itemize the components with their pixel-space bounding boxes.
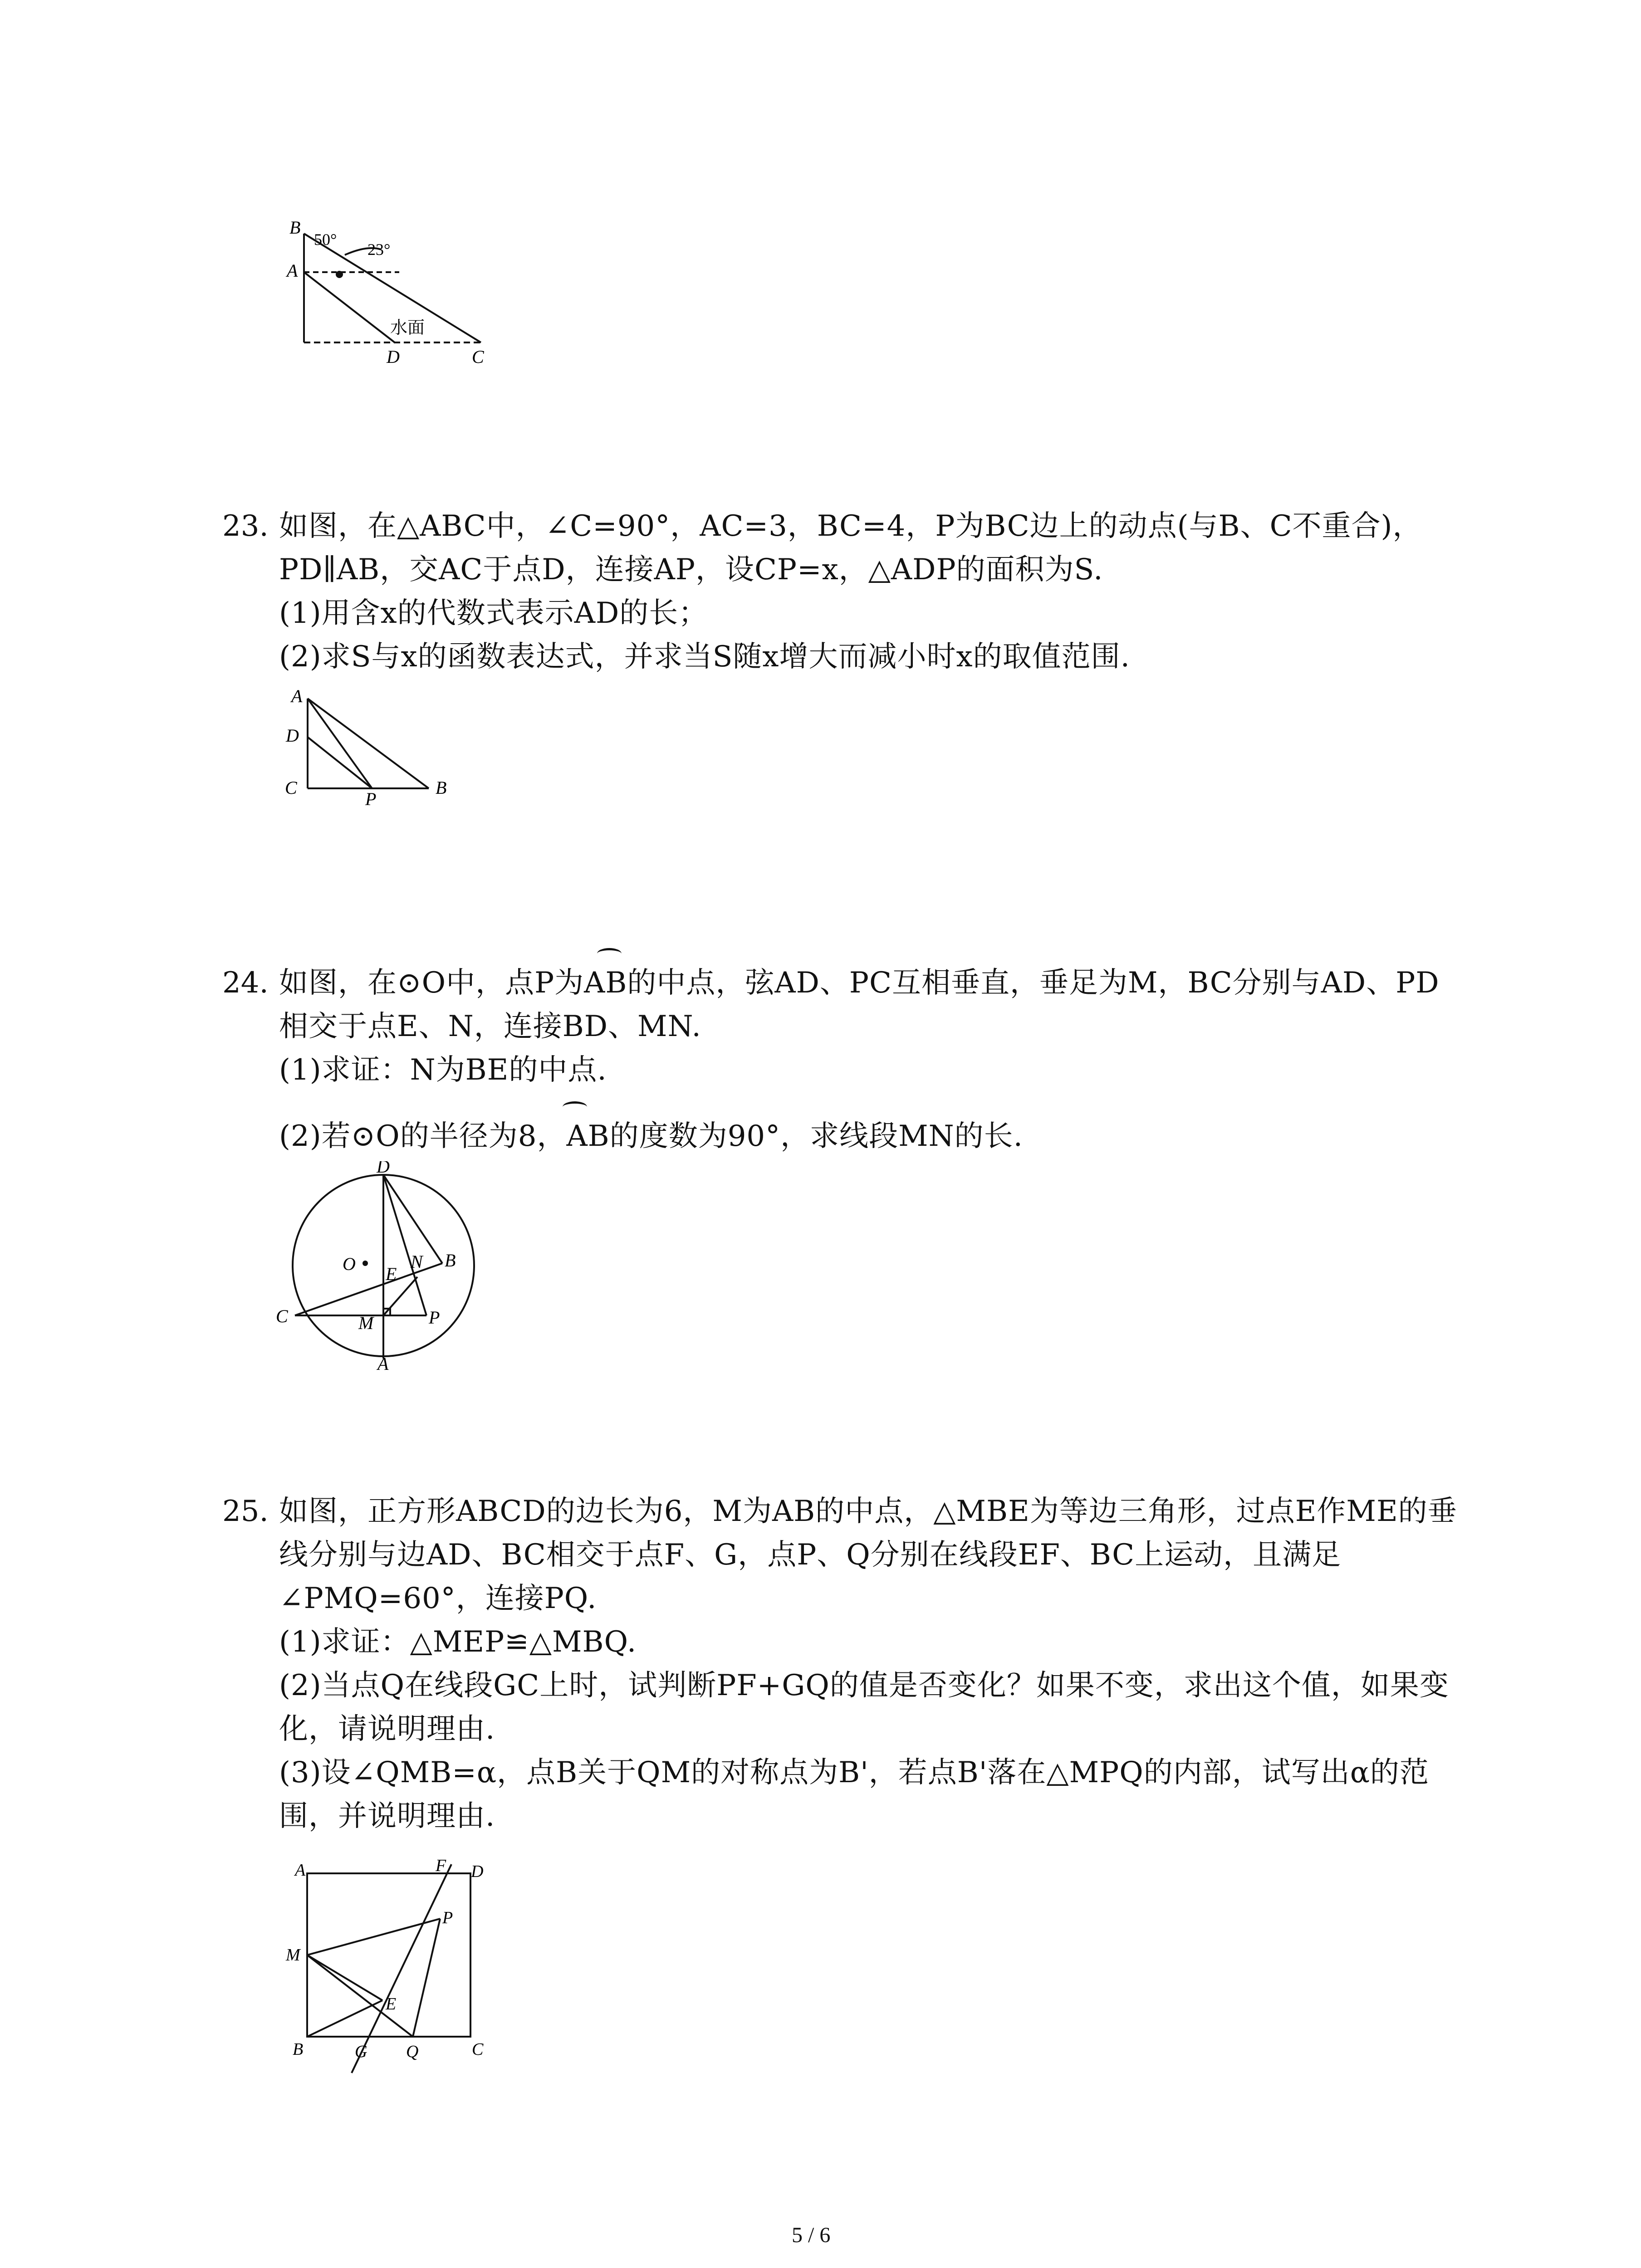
q25-label-d: D xyxy=(471,1862,484,1881)
q24-label-d: D xyxy=(377,1161,390,1177)
q25-label-f: F xyxy=(436,1856,446,1875)
arc-mark-ab-2 xyxy=(563,1101,587,1113)
q25-label-g: G xyxy=(355,2042,367,2061)
q23-line-4: (2)求S与x的函数表达式，并求当S随x增大而减小时x的取值范围. xyxy=(279,640,1130,674)
q22-label-a: A xyxy=(287,260,298,281)
q22-water-label: 水面 xyxy=(390,318,425,337)
page-number: 5 / 6 xyxy=(792,2223,831,2247)
q24-label-p: P xyxy=(429,1307,440,1328)
q24-label-e: E xyxy=(386,1264,397,1284)
q22-angle-50: 50° xyxy=(314,230,337,249)
q25-line-7: (3)设∠QMB=α，点B关于QM的对称点为B'，若点B'落在△MPQ的内部，试写出α的范 xyxy=(279,1756,1429,1789)
q25-line-5: (2)当点Q在线段GC上时，试判断PF+GQ的值是否变化？如果不变，求出这个值，如果变 xyxy=(279,1669,1449,1702)
q23-label-c: C xyxy=(285,777,297,798)
q25-line-8: 围，并说明理由. xyxy=(279,1799,495,1833)
q24-label-c: C xyxy=(276,1306,288,1326)
q25-number: 25. xyxy=(222,1495,269,1528)
q24-figure xyxy=(272,1161,481,1370)
q25-label-a: A xyxy=(295,1861,306,1880)
q23-label-p: P xyxy=(365,789,377,807)
q22-label-c: C xyxy=(472,347,484,367)
q24-number: 24. xyxy=(222,966,269,1000)
q23-label-d: D xyxy=(286,725,299,746)
q23-number: 23. xyxy=(222,509,269,543)
q25-line-3: ∠PMQ=60°，连接PQ. xyxy=(279,1582,597,1615)
arc-mark-ab xyxy=(597,948,622,959)
q25-label-c: C xyxy=(472,2040,484,2059)
q23-label-a: A xyxy=(291,686,303,706)
q25-figure xyxy=(272,1855,499,2077)
q24-line-3: (1)求证：N为BE的中点. xyxy=(279,1053,607,1087)
q25-line-2: 线分别与边AD、BC相交于点F、G，点P、Q分别在线段EF、BC上运动，且满足 xyxy=(279,1538,1342,1572)
q24-label-b: B xyxy=(445,1250,456,1271)
q24-label-o: O xyxy=(343,1254,356,1274)
q23-figure xyxy=(272,685,463,807)
q25-line-4: (1)求证：△MEP≌△MBQ. xyxy=(279,1625,637,1659)
q24-line-4: (2)若⊙O的半径为8，AB的度数为90°，求线段MN的长. xyxy=(279,1119,1024,1153)
q25-label-b: B xyxy=(293,2040,304,2059)
q24-line-2: 相交于点E、N，连接BD、MN. xyxy=(279,1010,701,1043)
q23-label-b: B xyxy=(436,777,447,798)
q22-angle-23: 23° xyxy=(367,240,391,259)
q25-label-e: E xyxy=(386,1994,397,2014)
q24-line-1: 如图，在⊙O中，点P为AB的中点，弦AD、PC互相垂直，垂足为M，BC分别与AD、PD xyxy=(279,966,1440,1000)
q23-line-1: 如图，在△ABC中，∠C=90°，AC=3，BC=4，P为BC边上的动点(与B、C不重合)， xyxy=(279,509,1422,543)
q22-label-d: D xyxy=(387,347,400,367)
q25-line-6: 化，请说明理由. xyxy=(279,1712,495,1746)
q22-figure xyxy=(272,213,508,376)
q22-label-b: B xyxy=(289,217,301,238)
q25-label-p: P xyxy=(442,1908,453,1927)
q23-line-2: PD∥AB，交AC于点D，连接AP，设CP=x，△ADP的面积为S. xyxy=(279,553,1103,587)
q25-line-1: 如图，正方形ABCD的边长为6，M为AB的中点，△MBE为等边三角形，过点E作ME的垂 xyxy=(279,1495,1457,1528)
q25-label-q: Q xyxy=(406,2042,419,2061)
q24-label-m: M xyxy=(358,1313,374,1333)
q23-line-3: (1)用含x的代数式表示AD的长； xyxy=(279,596,708,630)
q24-label-a: A xyxy=(377,1354,389,1370)
q25-label-m: M xyxy=(286,1945,300,1965)
q24-label-n: N xyxy=(411,1251,423,1272)
